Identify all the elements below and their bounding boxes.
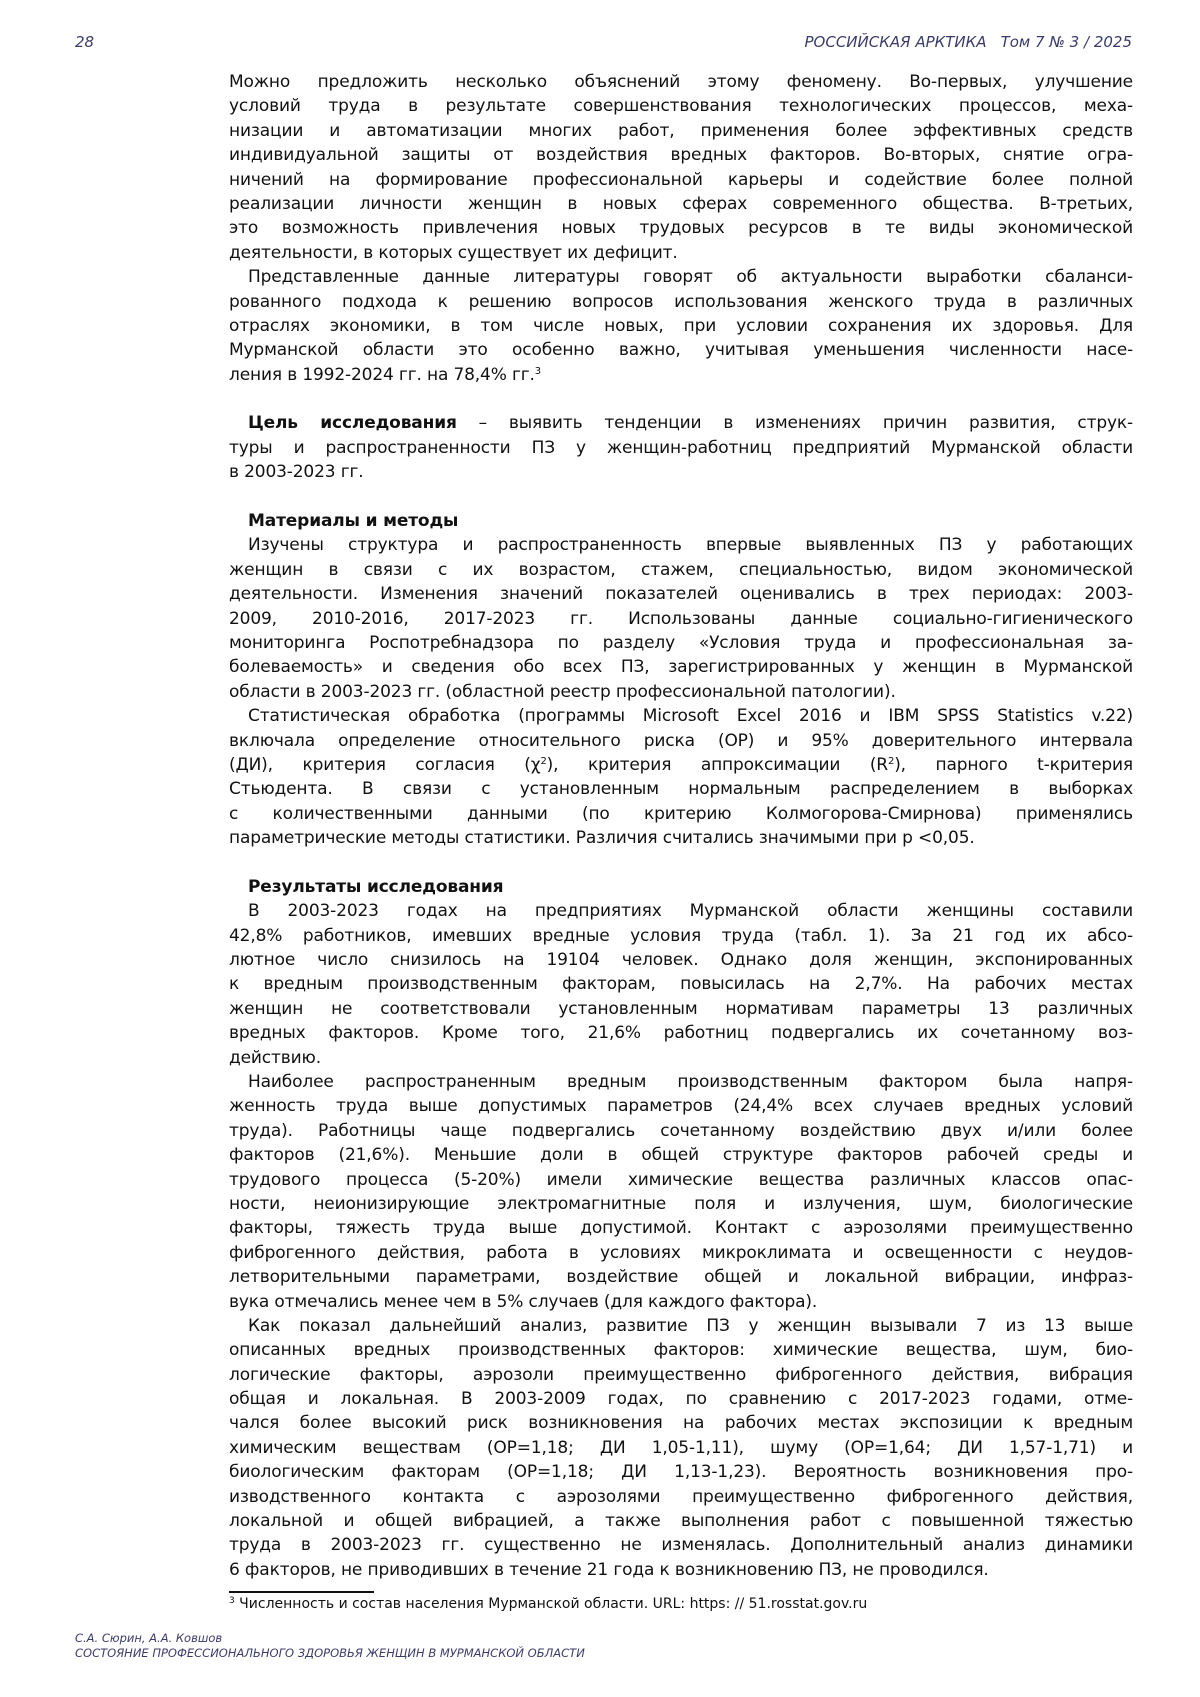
text-line: вредных факторов. Кроме того, 21,6% работниц подвергались их сочетанному воз-	[229, 1023, 1133, 1044]
text-line: 42,8% работников, имевших вредные условия труда (табл. 1). За 21 год их абсо-	[229, 925, 1133, 946]
text-line: В 2003-2023 годах на предприятиях Мурманской области женщины составили	[248, 901, 1133, 922]
text-line: женность труда выше допустимых параметров (24,4% всех случаев вредных условий	[229, 1096, 1133, 1117]
text-line: летворительными параметрами, воздействие общей и локальной вибрации, инфраз-	[229, 1267, 1133, 1288]
text-line: 2009, 2010-2016, 2017-2023 гг. Использованы данные социально-гигиенического	[229, 608, 1133, 629]
section-heading: Результаты исследования	[248, 876, 504, 897]
text-segment: – выявить тенденции в изменениях причин развития, струк-	[456, 413, 1133, 434]
text-line: женщин в связи с их возрастом, стажем, специальностью, видом экономической	[229, 559, 1133, 580]
text-line: изводственного контакта с аэрозолями преимущественно фиброгенного действия,	[229, 1486, 1133, 1507]
text-line: биологическим факторам (ОР=1,18; ДИ 1,13-1,23). Вероятность возникновения про-	[229, 1462, 1133, 1483]
text-segment: ), парного t-критерия	[894, 754, 1133, 775]
text-line	[229, 363, 1133, 387]
text-line: трудового процесса (5-20%) имели химические вещества различных классов опас-	[229, 1169, 1133, 1190]
blank-line	[229, 387, 1133, 411]
text-line: деятельности, в которых существует их дефицит.	[229, 242, 678, 263]
text-line: параметрические методы статистики. Различия считались значимыми при р <0,05.	[229, 828, 975, 849]
text-line: вука отмечались менее чем в 5% случаев (для каждого фактора).	[229, 1291, 818, 1312]
journal-name: РОССИЙСКАЯ АРКТИКА	[804, 33, 987, 51]
text-line: логические факторы, аэрозоли преимущественно фиброгенного действия, вибрация	[229, 1364, 1133, 1385]
text-line: женщин не соответствовали установленным нормативам параметры 13 различных	[229, 998, 1133, 1019]
section-heading: Материалы и методы	[248, 511, 459, 532]
footnote-text: Численность и состав населения Мурманской области. URL: https: // 51.rosstat.gov.ru	[234, 1596, 868, 1612]
text-line: лютное число снизилось на 19104 человек. Однако доля женщин, экспонированных	[229, 950, 1133, 971]
text-line: Изучены структура и распространенность впервые выявленных ПЗ у работающих	[248, 535, 1133, 556]
text-line: болеваемость» и сведения обо всех ПЗ, зарегистрированных у женщин в Мурманской	[229, 657, 1133, 678]
text-line: это возможность привлечения новых трудовых ресурсов в те виды экономической	[229, 218, 1133, 239]
text-segment: ления в 1992-2024 гг. на 78,4% гг.	[229, 364, 535, 385]
text-line: факторы, тяжесть труда выше допустимой. Контакт с аэрозолями преимущественно	[229, 1218, 1133, 1239]
text-line: отраслях экономики, в том числе новых, при условии сохранения их здоровья. Для	[229, 315, 1133, 336]
text-line: труда в 2003-2023 гг. существенно не изменялась. Дополнительный анализ динамики	[229, 1535, 1133, 1556]
text-line: факторов (21,6%). Меньшие доли в общей структуре факторов рабочей среды и	[229, 1145, 1133, 1166]
issue-info: Том 7 № 3 / 2025	[1000, 33, 1132, 51]
footer-article-title: СОСТОЯНИЕ ПРОФЕССИОНАЛЬНОГО ЗДОРОВЬЯ ЖЕНЩИН В МУРМАНСКОЙ ОБЛАСТИ	[75, 1646, 585, 1660]
footnote-number: 3	[229, 1596, 235, 1606]
footer-authors: С.А. Сюрин, А.А. Ковшов	[75, 1631, 223, 1645]
text-line: действию.	[229, 1047, 321, 1068]
text-line: труда). Работницы чаще подвергались сочетанному воздействию двух и/или более	[229, 1120, 1133, 1141]
article-body	[229, 70, 1133, 1582]
text-line: Статистическая обработка (программы Microsoft Excel 2016 и IBM SPSS Statistics v.22)	[248, 706, 1133, 727]
text-line: деятельности. Изменения значений показателей оценивались в трех периодах: 2003-	[229, 584, 1133, 605]
blank-line	[229, 485, 1133, 509]
text-line: химическим веществам (ОР=1,18; ДИ 1,05-1,11), шуму (ОР=1,64; ДИ 1,57-1,71) и	[229, 1437, 1133, 1458]
running-header	[805, 33, 1133, 51]
superscript: 2	[540, 755, 547, 767]
text-line: низации и автоматизации многих работ, применения более эффективных средств	[229, 120, 1133, 141]
text-line: с количественными данными (по критерию Колмогорова-Смирнова) применялись	[229, 803, 1133, 824]
footnote	[229, 1596, 867, 1612]
text-line: фиброгенного действия, работа в условиях микроклимата и освещенности с неудов-	[229, 1242, 1133, 1263]
text-line: Стьюдента. В связи с установленным нормальным распределением в выборках	[229, 779, 1133, 800]
text-line: области в 2003-2023 гг. (областной реестр профессиональной патологии).	[229, 681, 896, 702]
superscript: 2	[887, 755, 895, 767]
bold-lead: Цель исследования	[248, 413, 457, 434]
text-line: в 2003-2023 гг.	[229, 462, 364, 483]
text-line: ности, неионизирующие электромагнитные поля и излучения, шум, биологические	[229, 1193, 1133, 1214]
text-line: к вредным производственным факторам, повысилась на 2,7%. На рабочих местах	[229, 974, 1133, 995]
text-line: Мурманской области это особенно важно, учитывая уменьшения численности насе-	[229, 340, 1133, 361]
text-line: условий труда в результате совершенствования технологических процессов, меха-	[229, 96, 1133, 117]
text-line: описанных вредных производственных факторов: химические вещества, шум, био-	[229, 1340, 1133, 1361]
blank-line	[229, 851, 1133, 875]
text-line: 6 факторов, не приводивших в течение 21 года к возникновению ПЗ, не проводился.	[229, 1559, 989, 1580]
text-line	[229, 753, 1133, 777]
text-line: включала определение относительного риска (ОР) и 95% доверительного интервала	[229, 730, 1133, 751]
text-line: чался более высокий риск возникновения на рабочих местах экспозиции к вредным	[229, 1413, 1133, 1434]
text-line: реализации личности женщин в новых сферах современного общества. В-третьих,	[229, 193, 1133, 214]
text-segment: (ДИ), критерия согласия (χ	[229, 754, 541, 775]
text-line: общая и локальная. В 2003-2009 годах, по сравнению с 2017-2023 годами, отме-	[229, 1389, 1133, 1410]
superscript: 3	[534, 365, 542, 377]
text-line: ничений на формирование профессиональной карьеры и содействие более полной	[229, 169, 1133, 190]
text-line: Представленные данные литературы говорят об актуальности выработки сбаланси-	[248, 267, 1133, 288]
text-line: мониторинга Роспотребнадзора по разделу «Условия труда и профессиональная за-	[229, 632, 1133, 653]
text-line: рованного подхода к решению вопросов использования женского труда в различных	[229, 291, 1133, 312]
text-line: Как показал дальнейший анализ, развитие ПЗ у женщин вызывали 7 из 13 выше	[248, 1315, 1133, 1336]
text-line: Можно предложить несколько объяснений этому феномену. Во-первых, улучшение	[229, 72, 1133, 92]
text-line: локальной и общей вибрацией, а также выполнения работ с повышенной тяжестью	[229, 1511, 1133, 1532]
footnote-divider	[229, 1591, 374, 1593]
text-segment: ), критерия аппроксимации (R	[546, 754, 888, 775]
page-number: 28	[75, 33, 95, 51]
text-line: туры и распространенности ПЗ у женщин-работниц предприятий Мурманской области	[229, 437, 1133, 458]
text-line: Наиболее распространенным вредным производственным фактором была напря-	[248, 1072, 1133, 1093]
text-line: индивидуальной защиты от воздействия вредных факторов. Во-вторых, снятие огра-	[229, 145, 1133, 166]
text-line	[229, 411, 1133, 435]
